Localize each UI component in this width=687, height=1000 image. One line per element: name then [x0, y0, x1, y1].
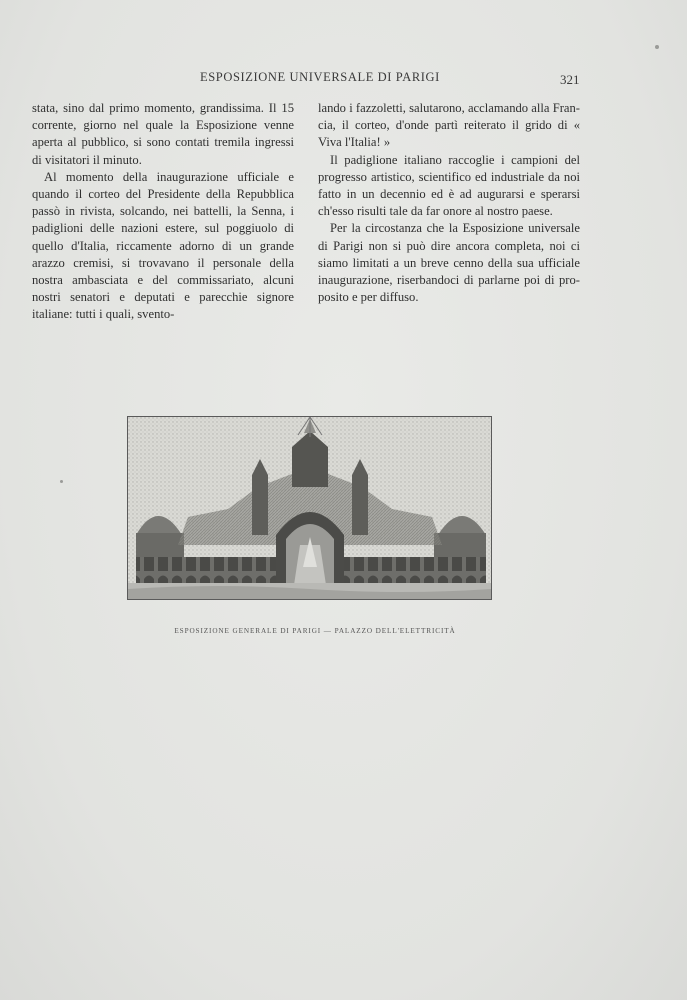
paragraph: Per la circostanza che la Esposizione universale di Parigi non si può dire ancora completa, noi ci siamo limitati a un breve cenno della sua ufficiale inaugurazione, riserbandoci di parlarne poi di proposito e per diffuso. [318, 221, 580, 305]
paragraph: lando i fazzoletti, salutarono, acclamando alla Francia, il corteo, d'onde partì reiterato il grido di « Viva l'Italia! » [318, 101, 580, 150]
paragraph: stata, sino dal primo momento, grandissima. Il 15 corrente, giorno nel quale la Esposizione venne aperta al pubblico, si sono contati tremila ingressi di visitatori il minuto. [32, 101, 294, 167]
figure-caption: ESPOSIZIONE GENERALE DI PARIGI — PALAZZO DELL'ELETTRICITÀ [174, 627, 456, 635]
paragraph: Il padiglione italiano raccoglie i campioni del progresso artistico, scientifico ed industriale da noi fatto in un decennio ed è ad augurarsi e sperarsi ch'esso risulti tale da far onore al nostro paese. [318, 152, 580, 219]
running-head: ESPOSIZIONE UNIVERSALE DI PARIGI [200, 70, 440, 84]
page-number: 321 [560, 72, 580, 87]
paragraph: Al momento della inaugurazione ufficiale e quando il corteo del Presidente della Repubblica passò in rivista, solcando, nei battelli, la Senna, i padiglioni delle nazioni estere, sul poggiuolo di quello d'Italia, riccamente adorno di un grande arazzo cremisi, si trovavano il personale della nostra ambasciata e del commissariato, alcuni nostri senatori e deputati e parecchie signore italiane: tutti i quali, svento- [32, 169, 294, 322]
engraving-image [128, 417, 491, 599]
right-column [318, 100, 580, 306]
left-column [32, 100, 294, 324]
paper-speck [655, 45, 659, 49]
illustration-palazzo-elettricita [127, 416, 492, 600]
paper-speck [60, 480, 63, 483]
